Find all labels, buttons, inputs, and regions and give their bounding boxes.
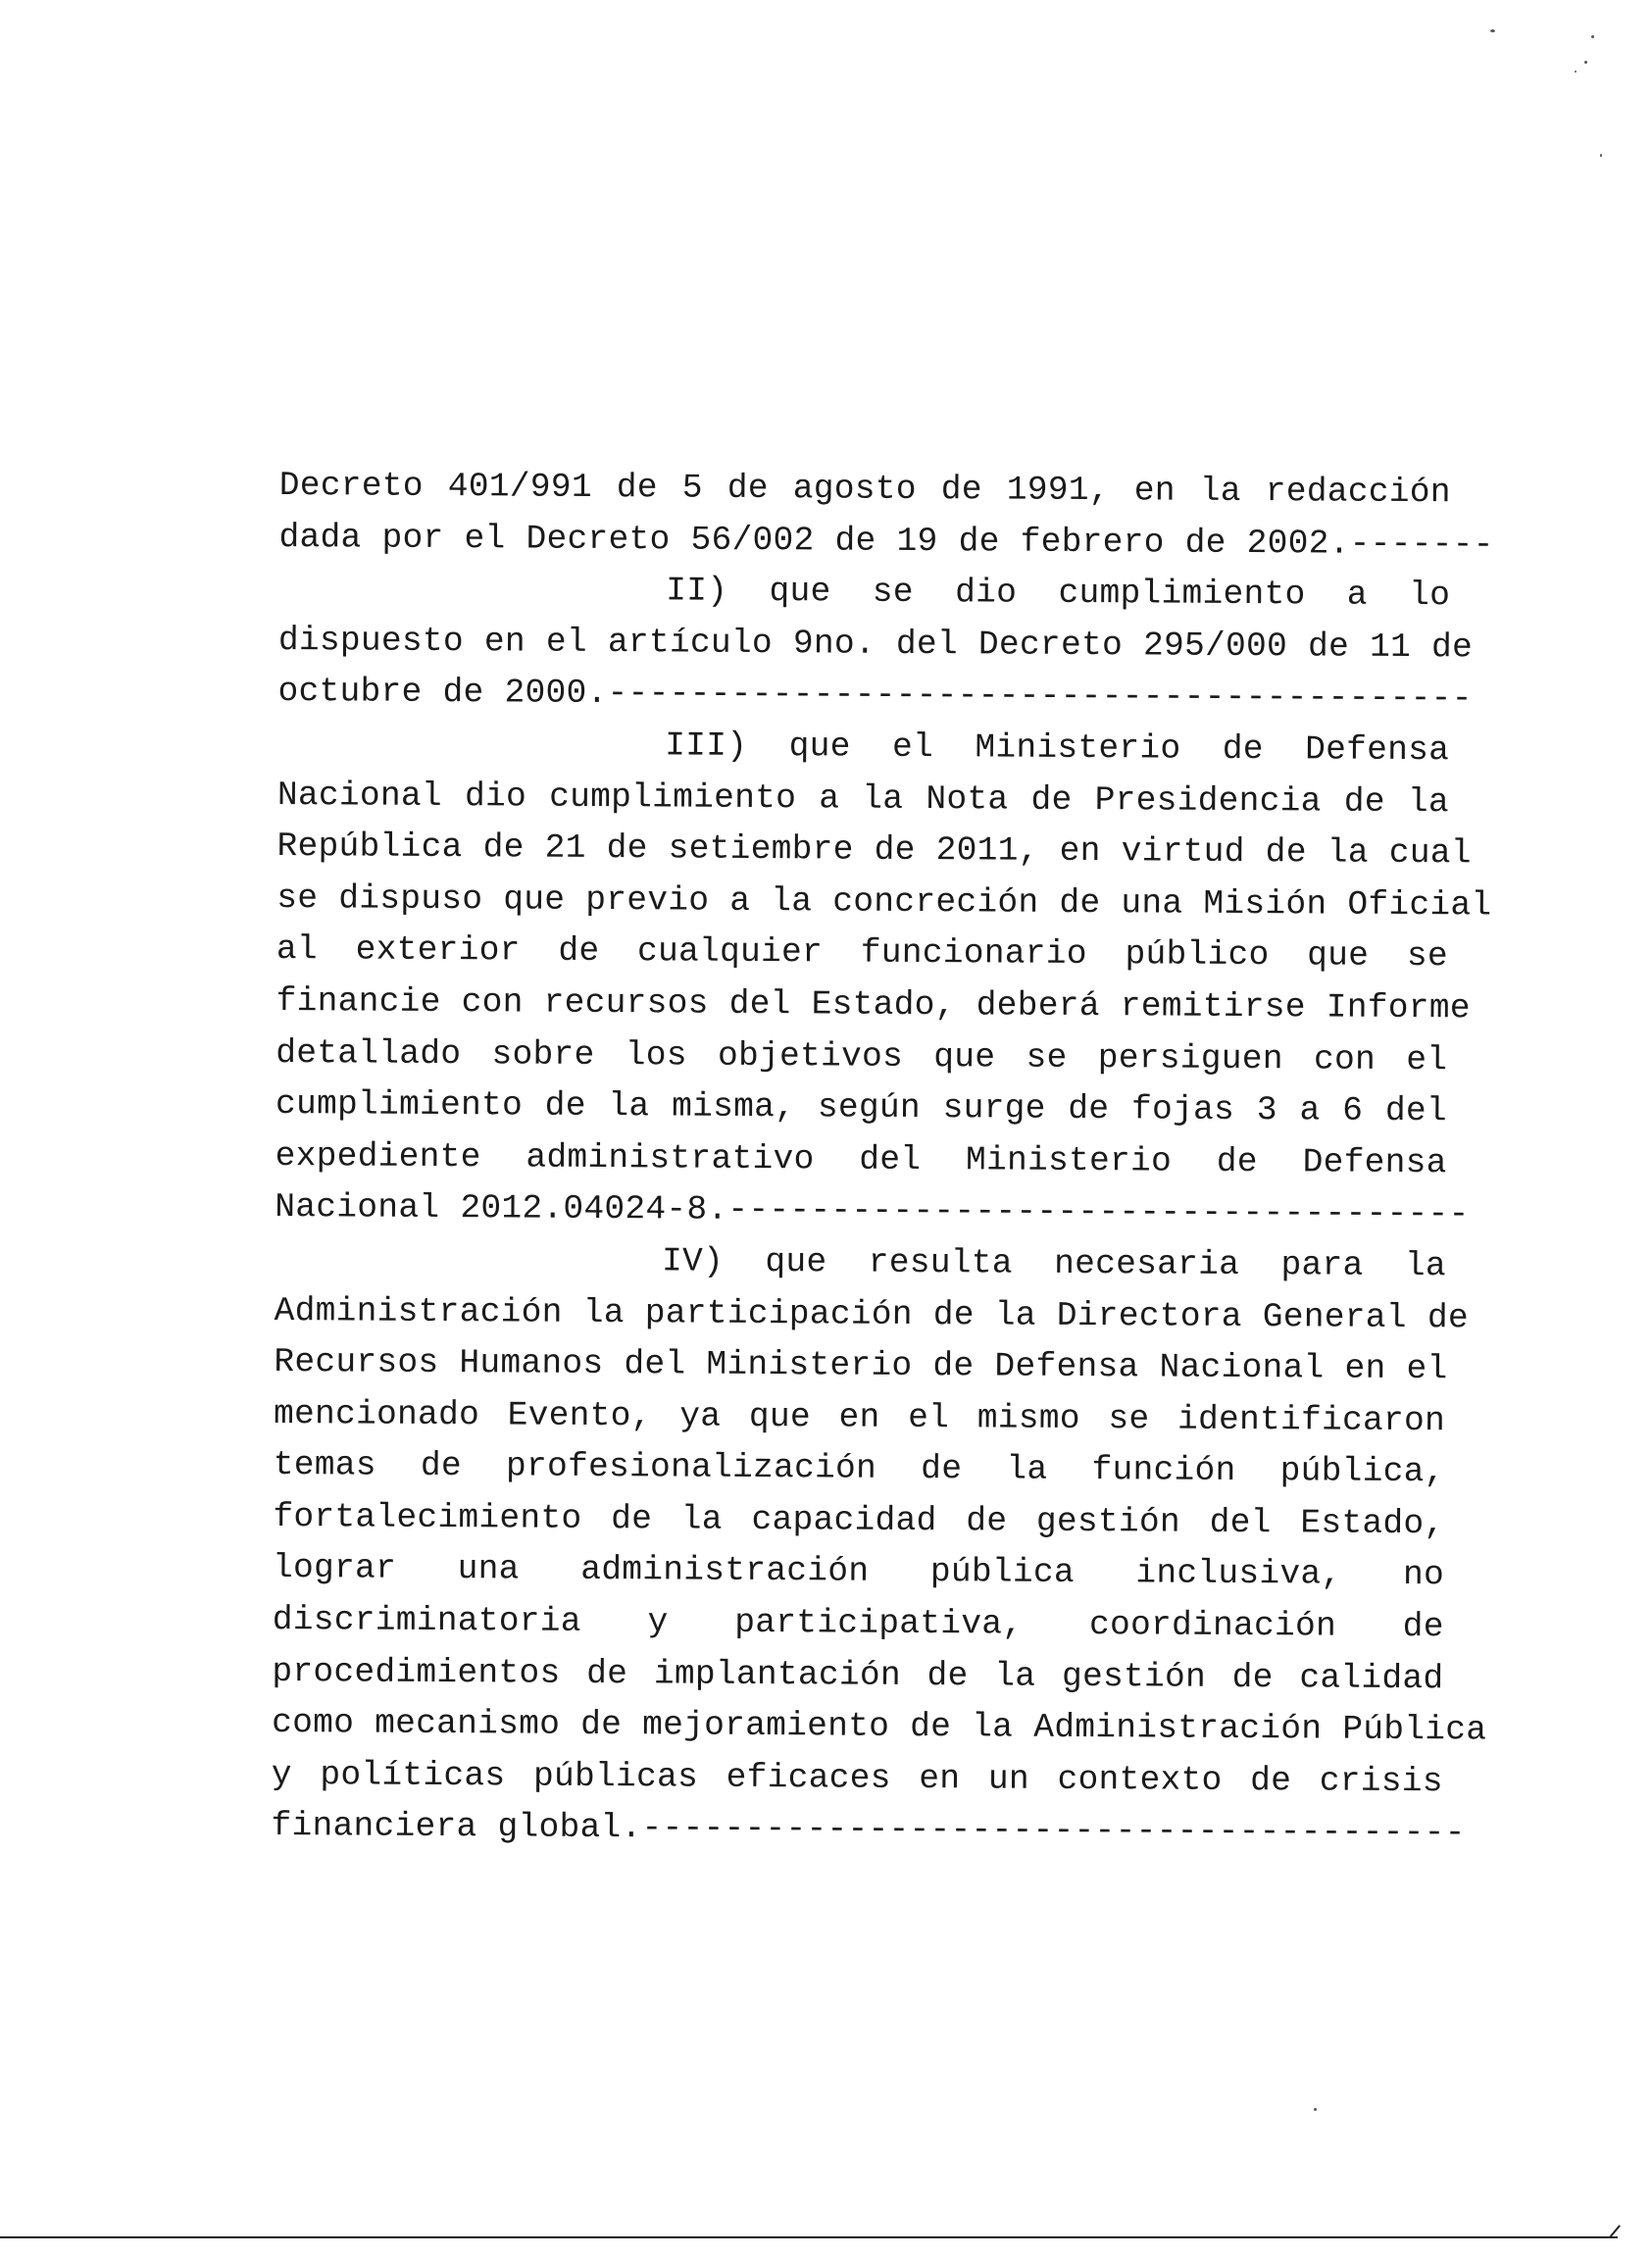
text-line: Nacional 2012.04024-8.------------------------------------: [275, 1188, 1470, 1234]
scan-speck: [1490, 29, 1495, 32]
text-line: fortalecimiento de la capacidad de gestión del Estado,: [273, 1497, 1445, 1544]
text-line: lograr una administración pública inclusiva, no: [272, 1549, 1445, 1595]
scan-speck: [1575, 71, 1577, 73]
text-line: Administración la participación de la Directora General de: [274, 1291, 1470, 1337]
text-line: se dispuso que previo a la concreción de una Misión Oficial: [276, 878, 1492, 926]
text-line: y políticas públicas eficaces en un contexto de crisis: [271, 1755, 1443, 1802]
text-line: dispuesto en el artículo 9no. del Decreto 295/000 de 11 de: [277, 621, 1474, 668]
scan-speck: [1314, 2108, 1317, 2111]
bottom-rule: [0, 2236, 1618, 2238]
scan-speck: [1600, 154, 1602, 157]
text-line: República de 21 de setiembre de 2011, en virtud de la cual: [276, 827, 1472, 874]
text-line: Nacional dio cumplimiento a la Nota de Presidencia de la: [276, 776, 1450, 822]
text-line: financiera global.----------------------------------------: [271, 1807, 1466, 1853]
text-line: discriminatoria y participativa, coordinación de: [272, 1601, 1444, 1647]
text-line: cumplimiento de la misma, según surge de fojas 3 a 6 del: [275, 1085, 1448, 1131]
scan-speck: [1584, 61, 1587, 64]
text-line: Decreto 401/991 de 5 de agosto de 1991, en la redacción: [278, 466, 1451, 513]
text-line: procedimientos de implantación de la gestión de calidad: [272, 1652, 1444, 1698]
text-line: III) que el Ministerio de Defensa: [665, 727, 1450, 771]
text-line: financie con recursos del Estado, deberá remitirse Informe: [275, 981, 1471, 1028]
scan-speck: [1591, 35, 1594, 38]
text-line: como mecanismo de mejoramiento de la Administración Pública: [272, 1704, 1487, 1750]
text-line: mencionado Evento, ya que en el mismo se identificaron: [273, 1394, 1446, 1440]
text-line: II) que se dio cumplimiento a lo: [666, 572, 1451, 616]
document-body: [271, 461, 1494, 1860]
text-line: temas de profesionalización de la función pública,: [273, 1446, 1445, 1492]
text-line: al exterior de cualquier funcionario público que se: [275, 930, 1449, 977]
text-line: octubre de 2000.------------------------------------------: [277, 673, 1473, 719]
text-line: detallado sobre los objetivos que se persiguen con el: [275, 1033, 1448, 1079]
text-line: dada por el Decreto 56/002 de 19 de febrero de 2002.-------: [278, 518, 1494, 565]
text-line: expediente administrativo del Ministerio de Defensa: [275, 1136, 1447, 1183]
text-line: IV) que resulta necesaria para la: [661, 1242, 1447, 1286]
text-line: Recursos Humanos del Ministerio de Defensa Nacional en el: [274, 1343, 1448, 1389]
